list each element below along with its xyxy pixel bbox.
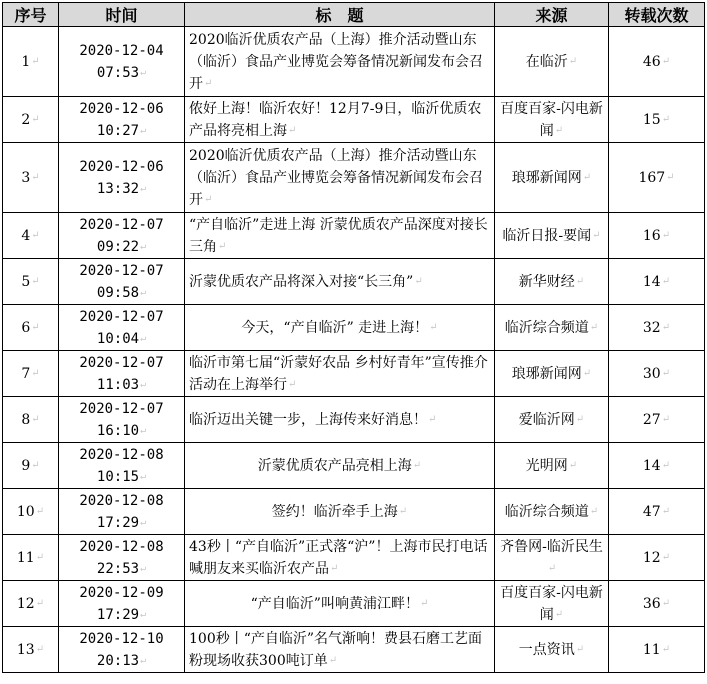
source-text: 百度百家-闪电新闻 — [500, 100, 603, 139]
paragraph-mark-icon: ↵ — [575, 275, 585, 287]
cell-time — [59, 97, 185, 143]
seq-text: 2 — [21, 111, 31, 128]
cell-seq — [3, 535, 59, 581]
paragraph-mark-icon: ↵ — [31, 275, 40, 287]
paragraph-mark-icon: ↵ — [218, 240, 227, 252]
paragraph-mark-icon: ↵ — [592, 229, 601, 241]
paragraph-mark-icon: ↵ — [554, 608, 564, 620]
cell-count — [609, 627, 705, 673]
count-text: 16 — [642, 227, 661, 244]
cell-time — [59, 143, 185, 213]
cell-count — [609, 351, 705, 397]
paragraph-mark-icon: ↵ — [661, 113, 671, 125]
paragraph-mark-icon: ↵ — [419, 597, 429, 609]
title-text: 今天，“产自临沂” 走进上海！ — [241, 319, 429, 336]
time-text: 17:29 — [96, 606, 140, 623]
cell-title — [185, 397, 495, 443]
title-text: 临沂市第七届“沂蒙好农品 乡村好青年”宣传推介活动在上海举行 — [189, 354, 488, 393]
source-text: 齐鲁网-临沂民生 — [500, 538, 603, 555]
cell-time — [59, 305, 185, 351]
paragraph-mark-icon: ↵ — [582, 367, 592, 379]
time-text: 13:32 — [96, 180, 140, 197]
title-text: 临沂迈出关键一步，上海传来好消息！ — [189, 411, 427, 428]
time-text: 07:53 — [96, 64, 140, 81]
cell-source — [495, 143, 609, 213]
paragraph-mark-icon: ↵ — [140, 66, 147, 78]
table-row — [3, 305, 705, 351]
date-text: 2020-12-08 — [79, 492, 164, 509]
paragraph-mark-icon: ↵ — [35, 643, 45, 655]
cell-title — [185, 581, 495, 627]
title-text: 100秒丨“产自临沂”名气渐响！费县石磨工艺面粉现场收获300吨订单 — [189, 630, 483, 669]
cell-time — [59, 489, 185, 535]
paragraph-mark-icon: ↵ — [575, 413, 585, 425]
paragraph-mark-icon: ↵ — [575, 643, 585, 655]
cell-seq — [3, 259, 59, 305]
cell-seq — [3, 213, 59, 259]
cell-title — [185, 27, 495, 97]
paragraph-mark-icon: ↵ — [661, 229, 671, 241]
paragraph-mark-icon: ↵ — [140, 378, 147, 390]
count-text: 14 — [642, 457, 661, 474]
table-header-row — [3, 3, 705, 27]
cell-time — [59, 627, 185, 673]
cell-time — [59, 581, 185, 627]
time-text: 10:15 — [96, 468, 140, 485]
paragraph-mark-icon: ↵ — [140, 286, 147, 298]
paragraph-mark-icon: ↵ — [414, 275, 423, 287]
cell-count — [609, 97, 705, 143]
paragraph-mark-icon: ↵ — [661, 367, 671, 379]
paragraph-mark-icon: ↵ — [31, 321, 40, 333]
cell-source — [495, 627, 609, 673]
date-text: 2020-12-09 — [79, 584, 164, 601]
paragraph-mark-icon: ↵ — [547, 562, 557, 574]
paragraph-mark-icon: ↵ — [328, 654, 338, 666]
paragraph-mark-icon: ↵ — [568, 55, 578, 67]
count-text: 36 — [642, 595, 661, 612]
paragraph-mark-icon: ↵ — [31, 459, 40, 471]
seq-text: 9 — [21, 457, 31, 474]
paragraph-mark-icon: ↵ — [204, 77, 213, 89]
cell-source — [495, 535, 609, 581]
cell-seq — [3, 97, 59, 143]
cell-seq — [3, 351, 59, 397]
source-text: 一点资讯 — [518, 641, 575, 658]
time-text: 09:58 — [96, 284, 140, 301]
paragraph-mark-icon: ↵ — [140, 608, 147, 620]
table-row — [3, 213, 705, 259]
paragraph-mark-icon: ↵ — [661, 275, 671, 287]
cell-time — [59, 351, 185, 397]
count-text: 14 — [642, 273, 661, 290]
cell-source — [495, 305, 609, 351]
seq-text: 5 — [21, 273, 31, 290]
table-row — [3, 535, 705, 581]
cell-time — [59, 443, 185, 489]
cell-count — [609, 443, 705, 489]
paragraph-mark-icon: ↵ — [140, 332, 147, 344]
seq-text: 11 — [16, 549, 35, 566]
cell-count — [609, 305, 705, 351]
paragraph-mark-icon: ↵ — [429, 321, 438, 333]
paragraph-mark-icon: ↵ — [661, 321, 671, 333]
time-text: 11:03 — [96, 376, 140, 393]
date-text: 2020-12-07 — [79, 400, 164, 417]
date-text: 2020-12-07 — [79, 262, 164, 279]
paragraph-mark-icon: ↵ — [31, 55, 40, 67]
source-text: 新华财经 — [518, 273, 575, 290]
table-row — [3, 259, 705, 305]
cell-seq — [3, 627, 59, 673]
paragraph-mark-icon: ↵ — [661, 459, 671, 471]
cell-seq — [3, 443, 59, 489]
paragraph-mark-icon: ↵ — [330, 562, 339, 574]
count-text: 15 — [642, 111, 661, 128]
table-row — [3, 97, 705, 143]
date-text: 2020-12-10 — [79, 630, 164, 647]
cell-count — [609, 397, 705, 443]
cell-title — [185, 443, 495, 489]
cell-source — [495, 397, 609, 443]
title-text: 沂蒙优质农产品将深入对接“长三角” — [189, 273, 414, 290]
count-text: 11 — [642, 641, 661, 658]
time-text: 22:53 — [96, 560, 140, 577]
paragraph-mark-icon: ↵ — [661, 55, 671, 67]
paragraph-mark-icon: ↵ — [140, 424, 147, 436]
paragraph-mark-icon: ↵ — [666, 171, 675, 183]
paragraph-mark-icon: ↵ — [140, 124, 147, 136]
source-text: 临沂综合频道 — [504, 503, 589, 520]
paragraph-mark-icon: ↵ — [568, 459, 578, 471]
time-text: 16:10 — [96, 422, 140, 439]
title-text: 2020临沂优质农产品（上海）推介活动暨山东（临沂）食品产业博览会筹备情况新闻发布会召开 — [189, 147, 483, 208]
paragraph-mark-icon: ↵ — [204, 193, 213, 205]
paragraph-mark-icon: ↵ — [35, 597, 45, 609]
header-time: 时间 — [59, 3, 185, 27]
time-text: 17:29 — [96, 514, 140, 531]
cell-count — [609, 535, 705, 581]
cell-source — [495, 351, 609, 397]
seq-text: 7 — [21, 365, 31, 382]
time-text: 09:22 — [96, 238, 140, 255]
cell-title — [185, 627, 495, 673]
paragraph-mark-icon: ↵ — [31, 113, 40, 125]
date-text: 2020-12-06 — [79, 158, 164, 175]
paragraph-mark-icon: ↵ — [398, 505, 408, 517]
paragraph-mark-icon: ↵ — [589, 505, 599, 517]
cell-source — [495, 259, 609, 305]
count-text: 27 — [642, 411, 661, 428]
cell-count — [609, 213, 705, 259]
source-text: 临沂综合频道 — [504, 319, 589, 336]
cell-count — [609, 143, 705, 213]
paragraph-mark-icon: ↵ — [140, 470, 147, 482]
paragraph-mark-icon: ↵ — [582, 171, 592, 183]
seq-text: 6 — [21, 319, 31, 336]
source-text: 琅琊新闻网 — [511, 169, 582, 186]
header-seq: 序号 — [3, 3, 59, 27]
cell-source — [495, 581, 609, 627]
cell-time — [59, 259, 185, 305]
title-text: 43秒丨“产自临沂”正式落“沪”！上海市民打电话喊朋友来买临沂农产品 — [189, 538, 488, 577]
paragraph-mark-icon: ↵ — [140, 654, 147, 666]
paragraph-mark-icon: ↵ — [661, 597, 671, 609]
table-row — [3, 397, 705, 443]
cell-title — [185, 489, 495, 535]
time-text: 10:27 — [96, 122, 140, 139]
table-row — [3, 489, 705, 535]
cell-title — [185, 97, 495, 143]
source-text: 在临沂 — [525, 53, 568, 70]
cell-time — [59, 27, 185, 97]
cell-seq — [3, 143, 59, 213]
count-text: 167 — [638, 169, 666, 186]
seq-text: 1 — [21, 53, 31, 70]
cell-count — [609, 581, 705, 627]
cell-source — [495, 97, 609, 143]
cell-title — [185, 143, 495, 213]
count-text: 46 — [642, 53, 661, 70]
title-text: 签约！临沂牵手上海 — [271, 503, 398, 520]
header-source: 来源 — [495, 3, 609, 27]
cell-count — [609, 489, 705, 535]
paragraph-mark-icon: ↵ — [661, 643, 671, 655]
cell-source — [495, 213, 609, 259]
paragraph-mark-icon: ↵ — [140, 562, 147, 574]
cell-source — [495, 27, 609, 97]
paragraph-mark-icon: ↵ — [140, 182, 147, 194]
cell-time — [59, 397, 185, 443]
cell-title — [185, 535, 495, 581]
date-text: 2020-12-06 — [79, 100, 164, 117]
title-text: 侬好上海！临沂农好！12月7-9日，临沂优质农产品将亮相上海 — [189, 100, 482, 139]
paragraph-mark-icon: ↵ — [35, 551, 45, 563]
cell-title — [185, 259, 495, 305]
cell-seq — [3, 397, 59, 443]
cell-title — [185, 305, 495, 351]
seq-text: 13 — [16, 641, 35, 658]
title-text: “产自临沂”叫响黄浦江畔！ — [250, 595, 419, 612]
title-text: 2020临沂优质农产品（上海）推介活动暨山东（临沂）食品产业博览会筹备情况新闻发布会召开 — [189, 31, 483, 92]
date-text: 2020-12-08 — [79, 538, 164, 555]
cell-source — [495, 443, 609, 489]
source-text: 百度百家-闪电新闻 — [500, 584, 603, 623]
cell-source — [495, 489, 609, 535]
paragraph-mark-icon: ↵ — [589, 321, 599, 333]
count-text: 12 — [642, 549, 661, 566]
seq-text: 3 — [21, 169, 31, 186]
paragraph-mark-icon: ↵ — [31, 413, 40, 425]
date-text: 2020-12-07 — [79, 216, 164, 233]
table-row — [3, 627, 705, 673]
cell-count — [609, 27, 705, 97]
date-text: 2020-12-07 — [79, 308, 164, 325]
cell-title — [185, 213, 495, 259]
table-row — [3, 143, 705, 213]
paragraph-mark-icon: ↵ — [140, 240, 147, 252]
title-text: 沂蒙优质农产品亮相上海 — [257, 457, 412, 474]
source-text: 爱临沂网 — [518, 411, 575, 428]
paragraph-mark-icon: ↵ — [661, 551, 671, 563]
seq-text: 10 — [16, 503, 35, 520]
paragraph-mark-icon: ↵ — [288, 378, 297, 390]
table-row — [3, 351, 705, 397]
header-title: 标 题 — [185, 3, 495, 27]
paragraph-mark-icon: ↵ — [31, 171, 40, 183]
date-text: 2020-12-07 — [79, 354, 164, 371]
cell-seq — [3, 27, 59, 97]
date-text: 2020-12-04 — [79, 42, 164, 59]
cell-count — [609, 259, 705, 305]
source-text: 琅琊新闻网 — [511, 365, 582, 382]
seq-text: 4 — [21, 227, 31, 244]
paragraph-mark-icon: ↵ — [31, 367, 40, 379]
paragraph-mark-icon: ↵ — [35, 505, 45, 517]
paragraph-mark-icon: ↵ — [554, 124, 564, 136]
source-text: 光明网 — [525, 457, 568, 474]
cell-seq — [3, 581, 59, 627]
source-text: 临沂日报-要闻 — [502, 227, 592, 244]
seq-text: 12 — [16, 595, 35, 612]
table-body — [3, 27, 705, 673]
paragraph-mark-icon: ↵ — [412, 459, 422, 471]
paragraph-mark-icon: ↵ — [31, 229, 40, 241]
paragraph-mark-icon: ↵ — [661, 505, 671, 517]
count-text: 32 — [642, 319, 661, 336]
paragraph-mark-icon: ↵ — [288, 124, 297, 136]
table-row — [3, 581, 705, 627]
cell-seq — [3, 305, 59, 351]
table-row — [3, 27, 705, 97]
time-text: 20:13 — [96, 652, 140, 669]
seq-text: 8 — [21, 411, 31, 428]
title-text: “产自临沂”走进上海 沂蒙优质农产品深度对接长三角 — [189, 216, 488, 255]
cell-seq — [3, 489, 59, 535]
count-text: 47 — [642, 503, 661, 520]
media-coverage-table — [2, 2, 705, 673]
cell-time — [59, 535, 185, 581]
paragraph-mark-icon: ↵ — [140, 516, 147, 528]
cell-time — [59, 213, 185, 259]
header-count: 转载次数 — [609, 3, 705, 27]
count-text: 30 — [642, 365, 661, 382]
paragraph-mark-icon: ↵ — [661, 413, 671, 425]
cell-title — [185, 351, 495, 397]
time-text: 10:04 — [96, 330, 140, 347]
table-row — [3, 443, 705, 489]
paragraph-mark-icon: ↵ — [428, 413, 437, 425]
date-text: 2020-12-08 — [79, 446, 164, 463]
